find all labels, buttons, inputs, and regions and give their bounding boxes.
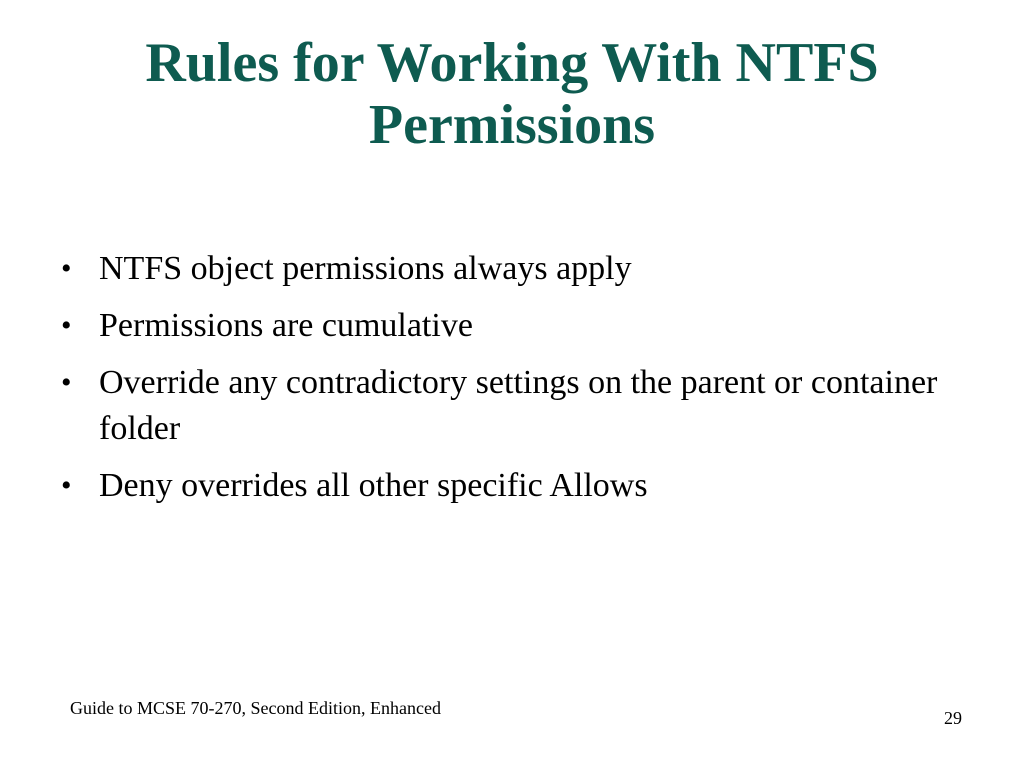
bullet-dot-icon: • <box>61 309 72 342</box>
bullet-dot-icon: • <box>61 469 72 502</box>
bullet-item <box>58 463 958 509</box>
page-number: 29 <box>944 708 962 728</box>
bullet-item <box>58 303 958 349</box>
bullet-text: NTFS object permissions always apply <box>99 250 632 287</box>
bullet-text: Override any contradictory settings on the parent or container folder <box>99 364 938 447</box>
bullet-text: Deny overrides all other specific Allows <box>99 467 648 504</box>
bullet-dot-icon: • <box>61 252 72 285</box>
bullet-item <box>58 246 958 292</box>
slide-title <box>40 32 984 156</box>
slide-title-line-2: Permissions <box>368 94 656 156</box>
bullet-item <box>58 360 958 452</box>
bullet-dot-icon: • <box>61 366 72 399</box>
slide-title-line-1: Rules for Working With NTFS <box>145 32 879 94</box>
bullet-text: Permissions are cumulative <box>99 307 473 344</box>
footer-source: Guide to MCSE 70-270, Second Edition, Enhanced <box>70 698 441 718</box>
bullet-list <box>58 246 958 520</box>
